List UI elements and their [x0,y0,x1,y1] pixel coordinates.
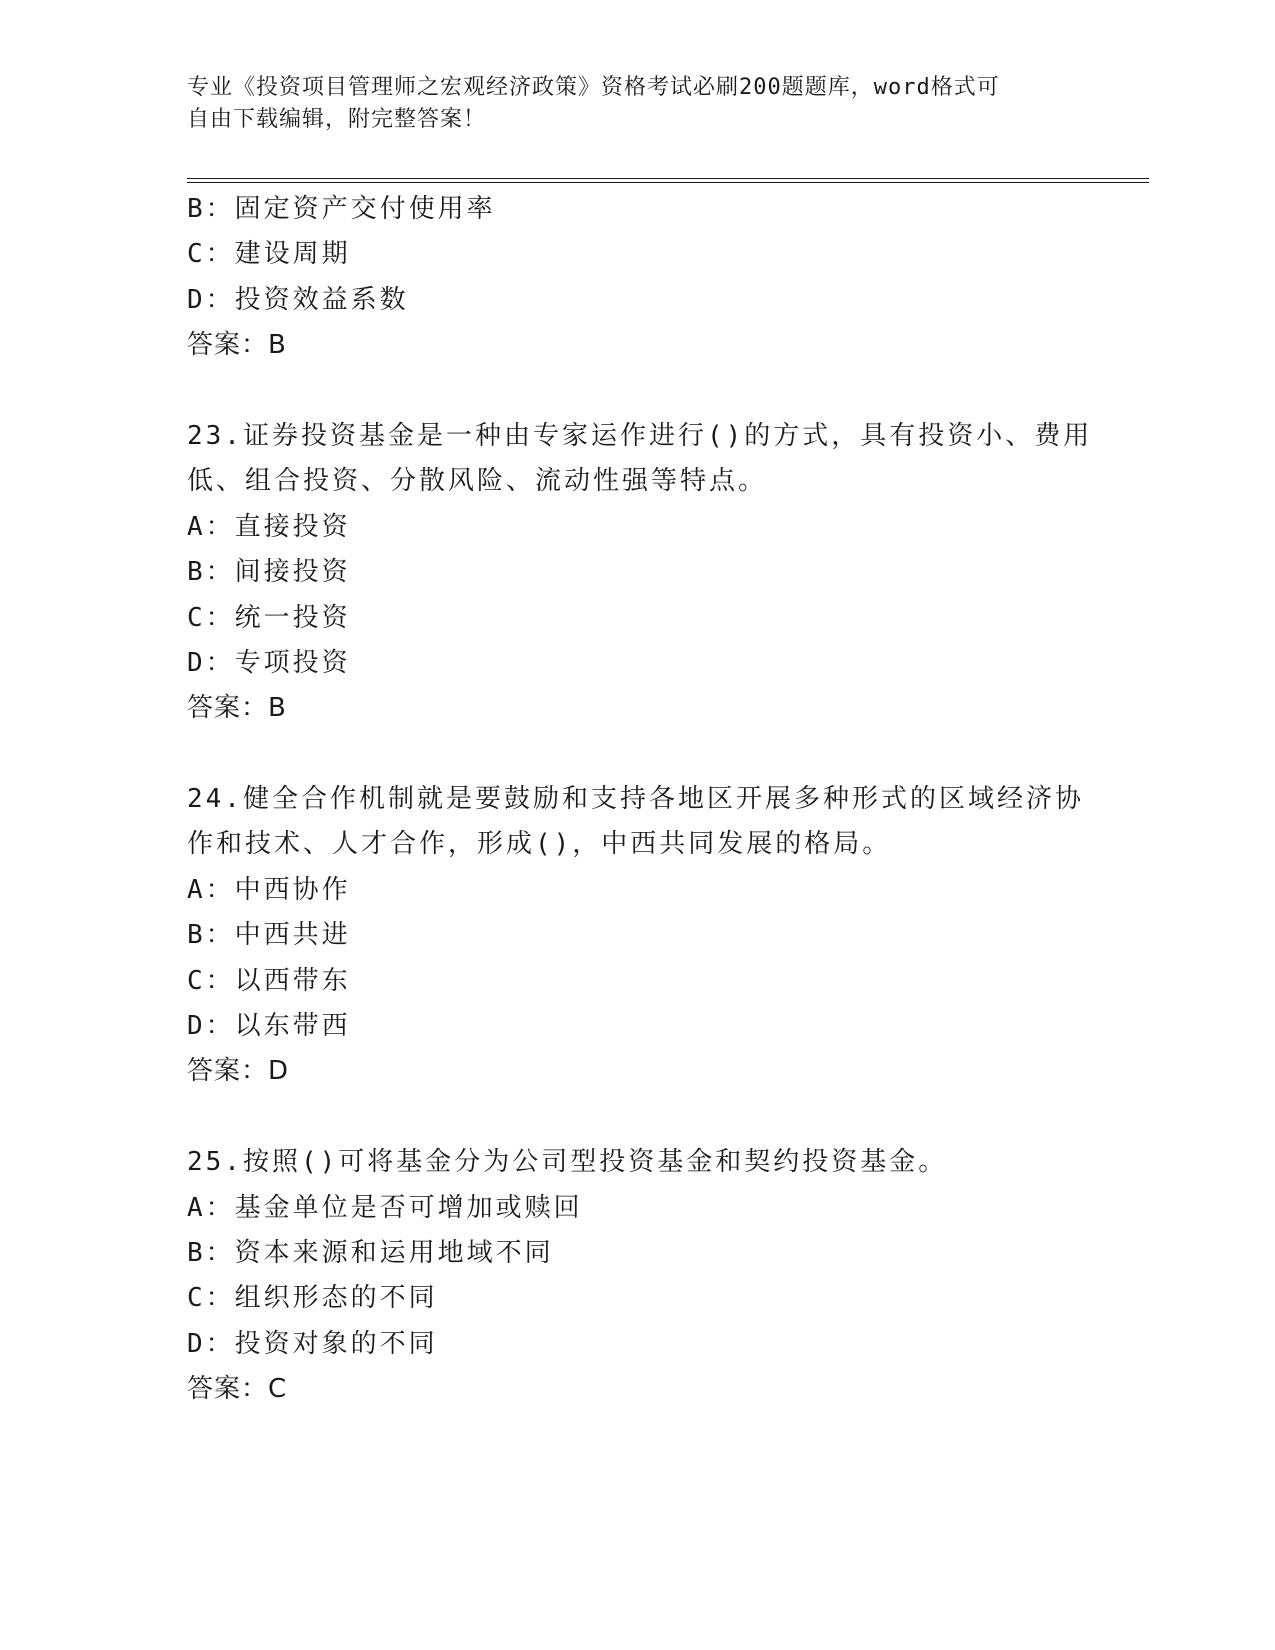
answer: 答案：B [187,693,287,724]
option-c: C：组织形态的不同 [187,1283,438,1314]
question-stem-line: 作和技术、人才合作，形成()，中西共同发展的格局。 [187,829,892,860]
option-a: A：直接投资 [187,511,351,542]
option-b: B：固定资产交付使用率 [187,194,496,224]
header-title-line-1: 专业《投资项目管理师之宏观经济政策》资格考试必刷200题题库，word格式可 [187,75,1000,100]
option-d: D：投资对象的不同 [187,1328,438,1359]
question-stem-line: 低、组合投资、分散风险、流动性强等特点。 [187,466,768,497]
question-25 [187,1140,1087,1412]
question-24 [187,777,1087,1095]
answer: 答案：D [187,1056,290,1087]
option-d: D：专项投资 [187,647,351,678]
option-a: A：中西协作 [187,874,351,905]
document-header [187,72,1067,136]
header-title-line-2: 自由下载编辑，附完整答案！ [187,107,487,132]
question-stem-line: 24.健全合作机制就是要鼓励和支持各地区开展多种形式的区域经济协 [187,784,1084,815]
spacer [187,1095,1087,1140]
header-divider [187,178,1149,183]
question-stem-line: 23.证券投资基金是一种由专家运作进行()的方式，具有投资小、费用 [187,420,1093,451]
option-c: C：统一投资 [187,602,351,633]
spacer [187,732,1087,777]
answer: 答案：C [187,1374,288,1405]
question-stem-line: 25.按照()可将基金分为公司型投资基金和契约投资基金。 [187,1147,948,1178]
spacer [187,369,1087,414]
answer: 答案：B [187,330,287,361]
option-d: D：投资效益系数 [187,284,409,315]
option-c: C：以西带东 [187,965,351,996]
option-b: B：资本来源和运用地域不同 [187,1237,554,1268]
question-22-remainder [187,187,1087,369]
question-23 [187,414,1093,732]
option-d: D：以东带西 [187,1011,351,1042]
option-b: B：间接投资 [187,557,351,588]
option-a: A：基金单位是否可增加或赎回 [187,1192,583,1223]
option-c: C：建设周期 [187,239,351,270]
question-content [187,187,1093,1413]
option-b: B：中西共进 [187,920,351,951]
